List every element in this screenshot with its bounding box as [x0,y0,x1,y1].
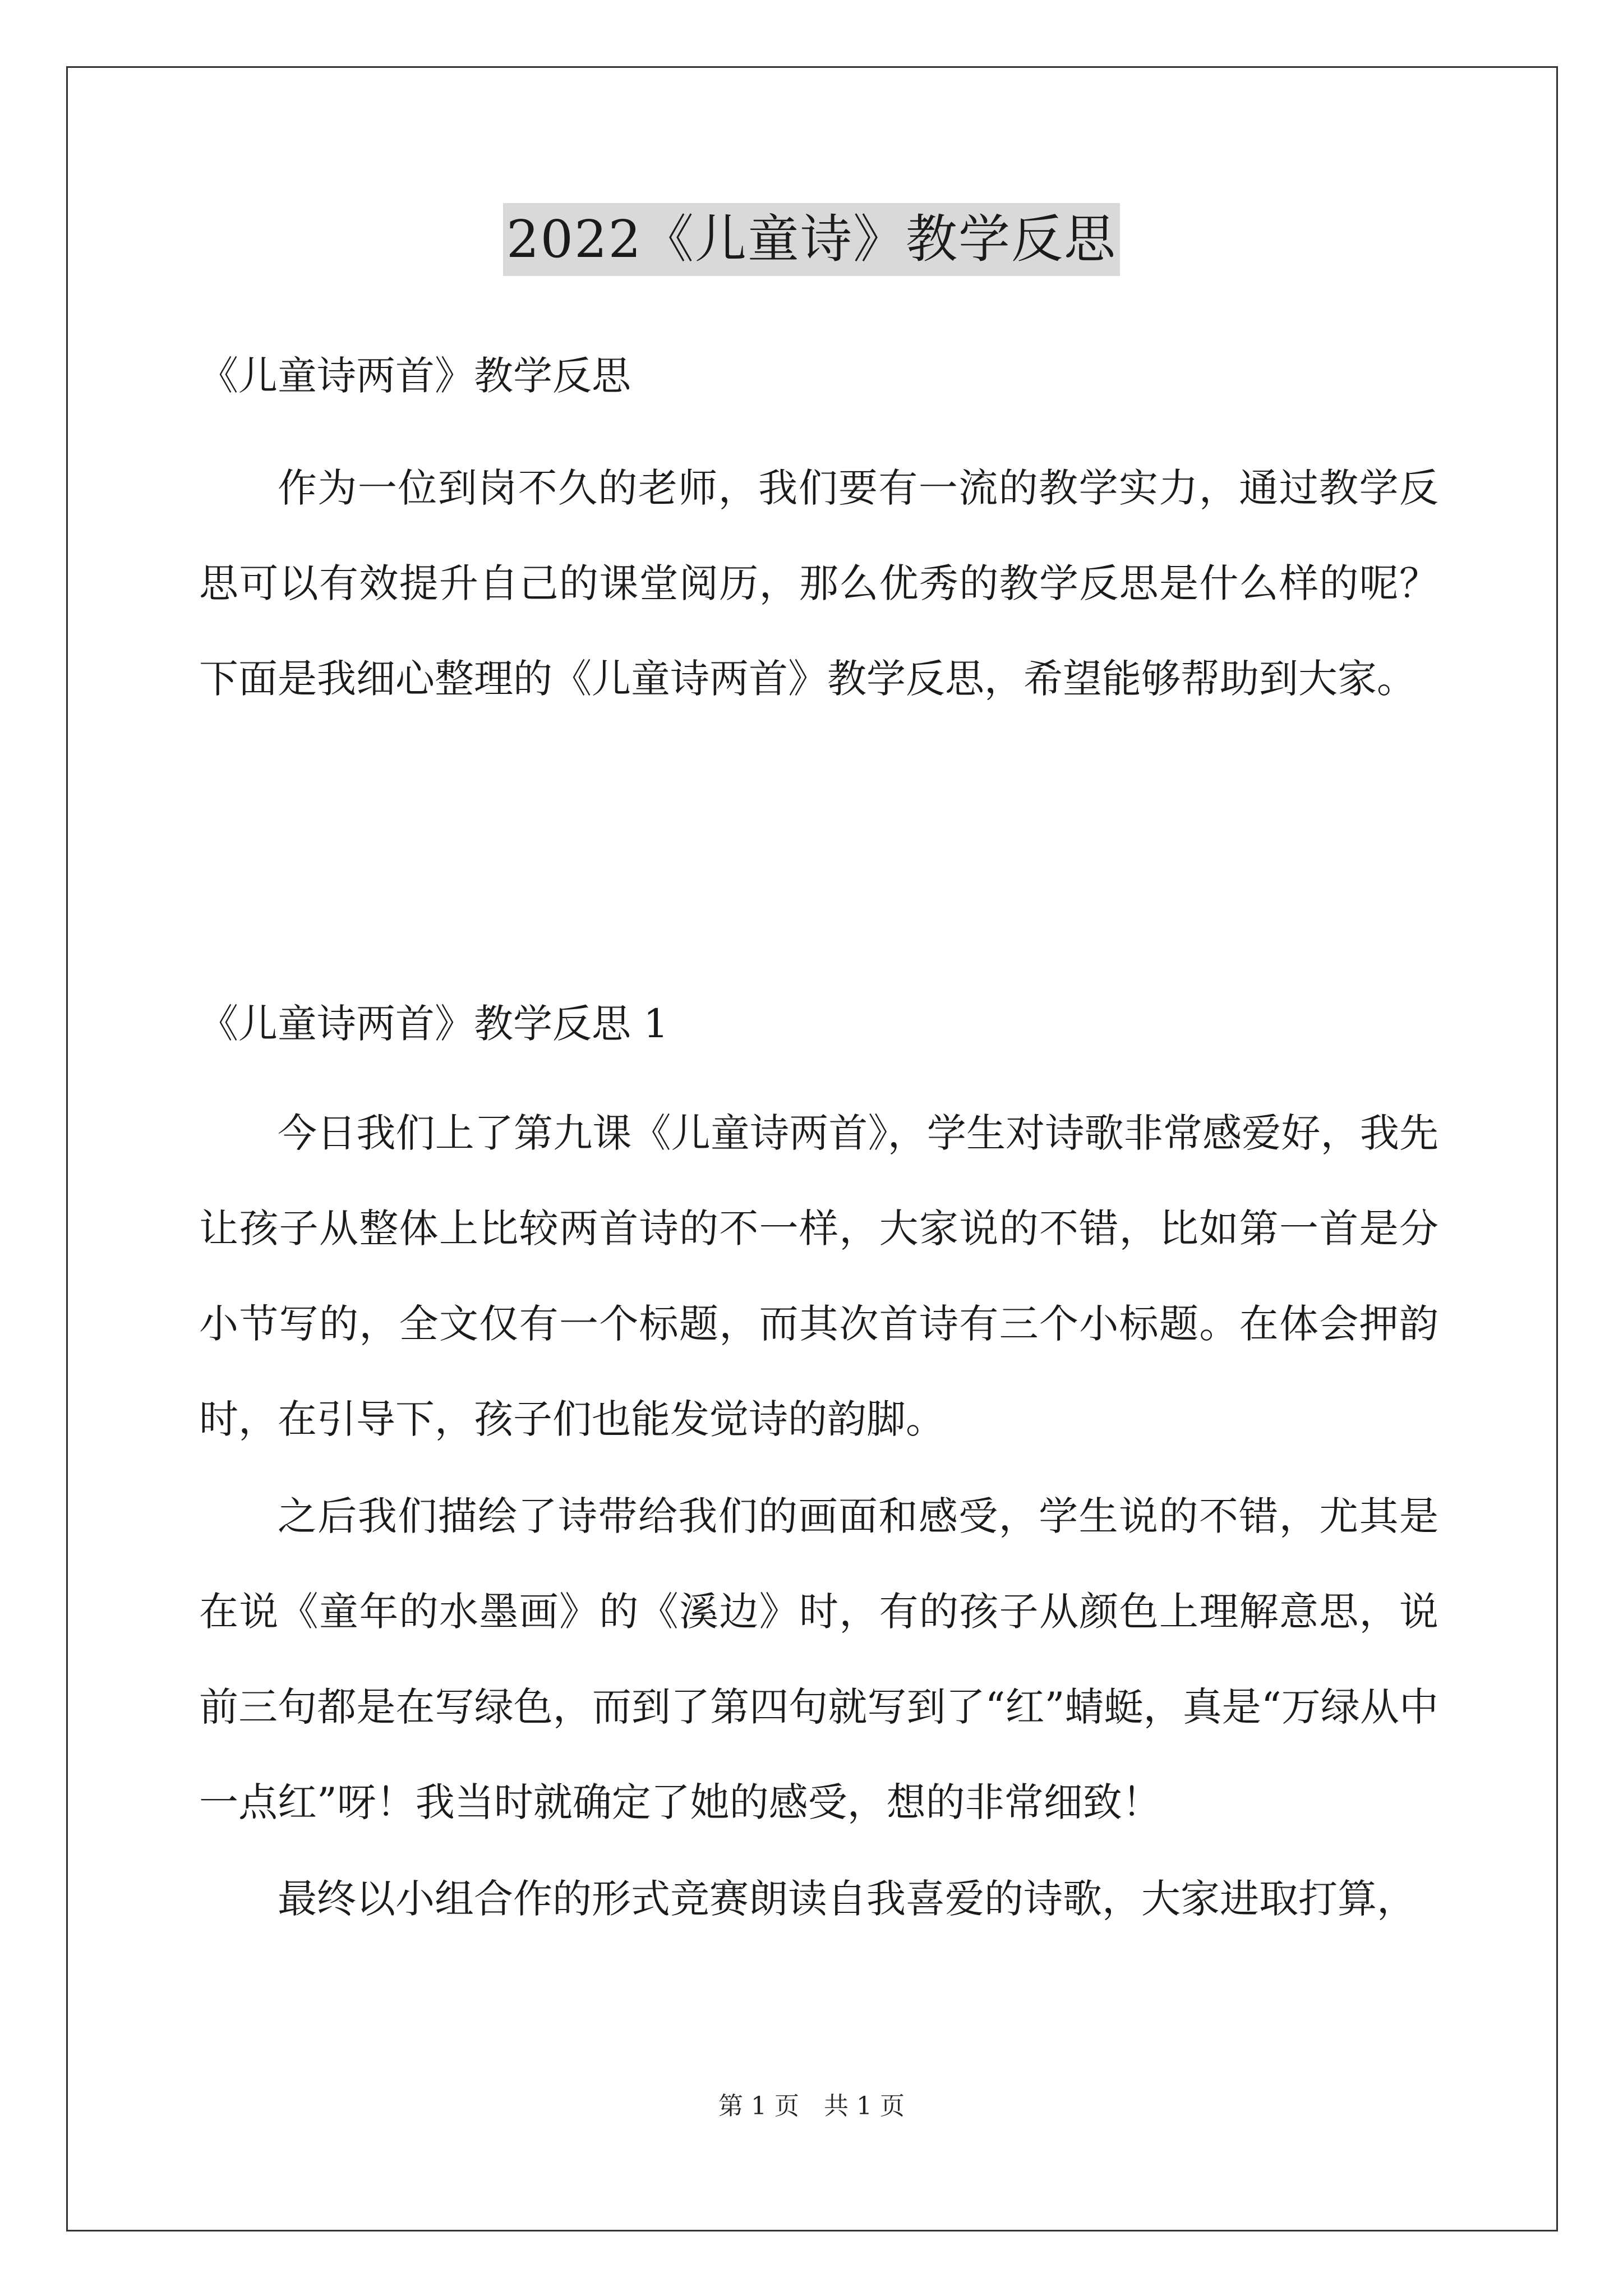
paragraph-1: 今日我们上了第九课《儿童诗两首》，学生对诗歌非常感爱好，我先让孩子从整体上比较两首诗的不一样，大家说的不错，比如第一首是分小节写的，全文仅有一个标题，而其次首诗有三个小标题。在体会押韵时，在引导下，孩子们也能发觉诗的韵脚。 [199,1110,1438,1442]
page-footer: 第 1 页 共 1 页 [718,2092,905,2120]
title-wrap [0,203,1623,276]
document-title: 2022《儿童诗》教学反思 [503,203,1120,276]
intro-paragraph: 作为一位到岗不久的老师，我们要有一流的教学实力，通过教学反思可以有效提升自己的课堂阅历，那么优秀的教学反思是什么样的呢？下面是我细心整理的《儿童诗两首》教学反思，希望能够帮助到大家。 [199,465,1438,702]
section1-heading: 《儿童诗两首》教学反思 1 [199,1001,668,1047]
paragraph-2: 之后我们描绘了诗带给我们的画面和感受，学生说的不错，尤其是在说《童年的水墨画》的《溪边》时，有的孩子从颜色上理解意思，说前三句都是在写绿色，而到了第四句就写到了“红”蜻蜓，真是“万绿从中一点红”呀！我当时就确定了她的感受，想的非常细致！ [199,1493,1438,1825]
intro-heading: 《儿童诗两首》教学反思 [199,353,631,399]
paragraph-3: 最终以小组合作的形式竞赛朗读自我喜爱的诗歌，大家进取打算， [278,1876,1416,1922]
